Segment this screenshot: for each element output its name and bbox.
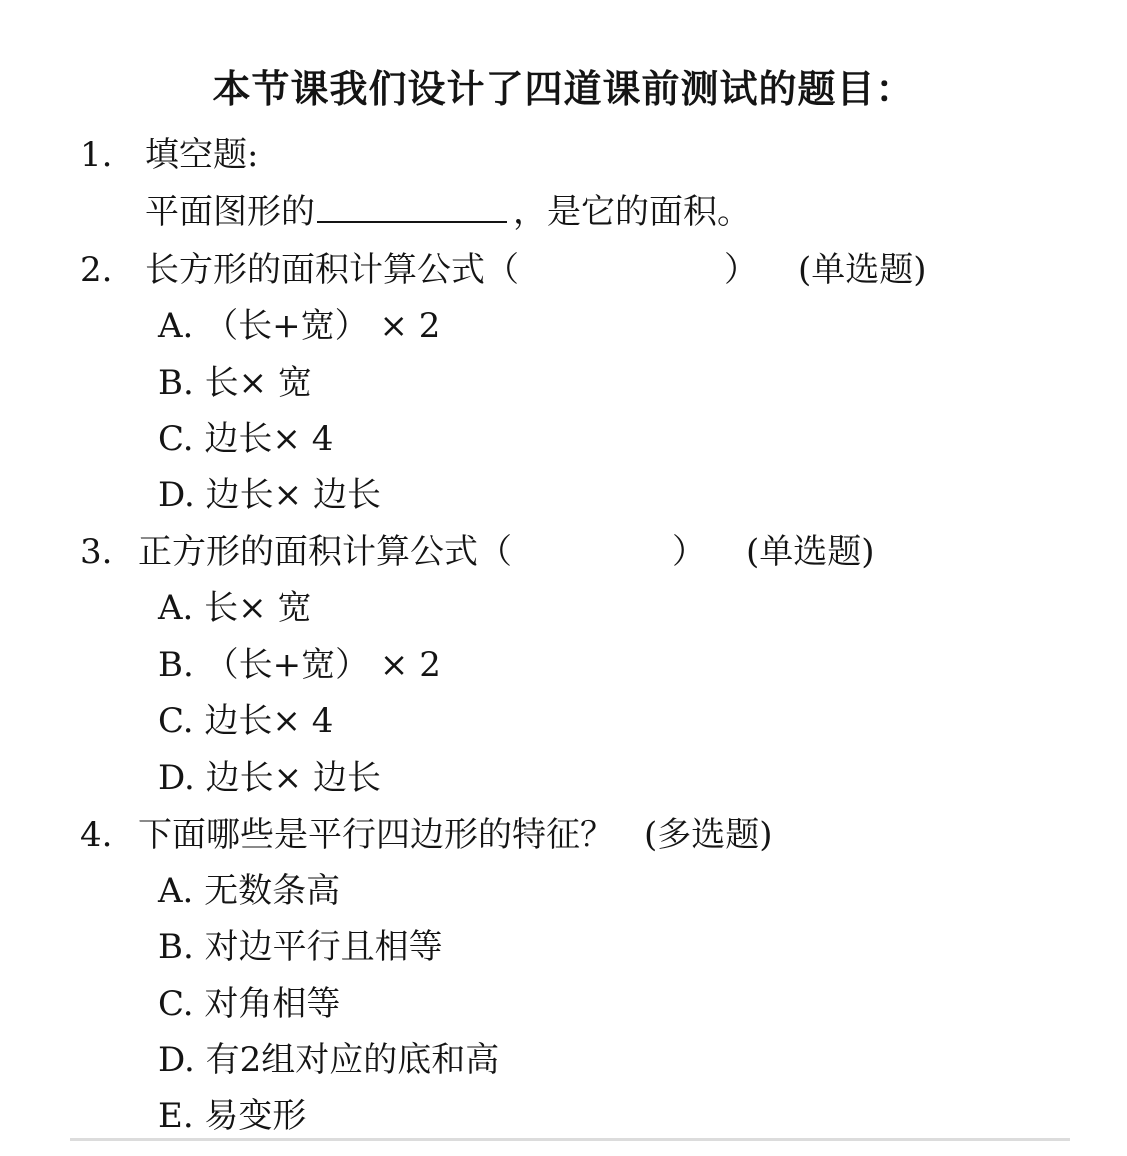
option-a: A. 长× 宽: [158, 588, 312, 628]
option-c: C. 边长× 4: [158, 419, 334, 459]
stem-text: 下面哪些是平行四边形的特征？: [138, 815, 614, 855]
option-a: A. （长+宽） × 2: [158, 306, 441, 346]
option-d: D. 有2组对应的底和高: [158, 1040, 500, 1080]
question-number: 1.: [80, 135, 113, 175]
option-c: C. 边长× 4: [158, 701, 334, 741]
option-e: E. 易变形: [158, 1096, 307, 1136]
stem-after-blank: ，是它的面积。: [513, 192, 751, 232]
option-a: A. 无数条高: [158, 871, 341, 911]
question-3-header: [0, 531, 1127, 575]
question-stem: [138, 531, 875, 573]
question-4-header: [0, 814, 1127, 858]
question-1-stem: [145, 191, 751, 233]
fill-in-blank[interactable]: [317, 191, 507, 223]
question-1-header: [0, 134, 1127, 178]
bottom-divider: [70, 1138, 1070, 1141]
page-title: 本节课我们设计了四道课前测试的题目：: [212, 66, 915, 111]
question-type: 填空题:: [145, 135, 259, 175]
question-stem: [138, 814, 773, 856]
question-tag: (单选题): [746, 532, 875, 572]
stem-text: 正方形的面积计算公式（: [138, 532, 512, 572]
option-b: B. 对边平行且相等: [158, 927, 443, 967]
stem-text: 长方形的面积计算公式（: [145, 250, 519, 290]
question-stem: [145, 249, 927, 291]
question-2-header: [0, 249, 1127, 293]
question-number: 3.: [80, 532, 113, 572]
question-tag: (多选题): [644, 815, 773, 855]
option-d: D. 边长× 边长: [158, 475, 381, 515]
option-b: B. 长× 宽: [158, 363, 312, 403]
option-b: B. （长+宽） × 2: [158, 645, 441, 685]
question-tag: (单选题): [798, 250, 927, 290]
option-d: D. 边长× 边长: [158, 758, 381, 798]
stem-before-blank: 平面图形的: [145, 192, 315, 232]
question-number: 4.: [80, 815, 113, 855]
question-number: 2.: [80, 250, 113, 290]
option-c: C. 对角相等: [158, 984, 341, 1024]
close-paren: ）: [724, 250, 758, 290]
close-paren: ）: [672, 532, 706, 572]
